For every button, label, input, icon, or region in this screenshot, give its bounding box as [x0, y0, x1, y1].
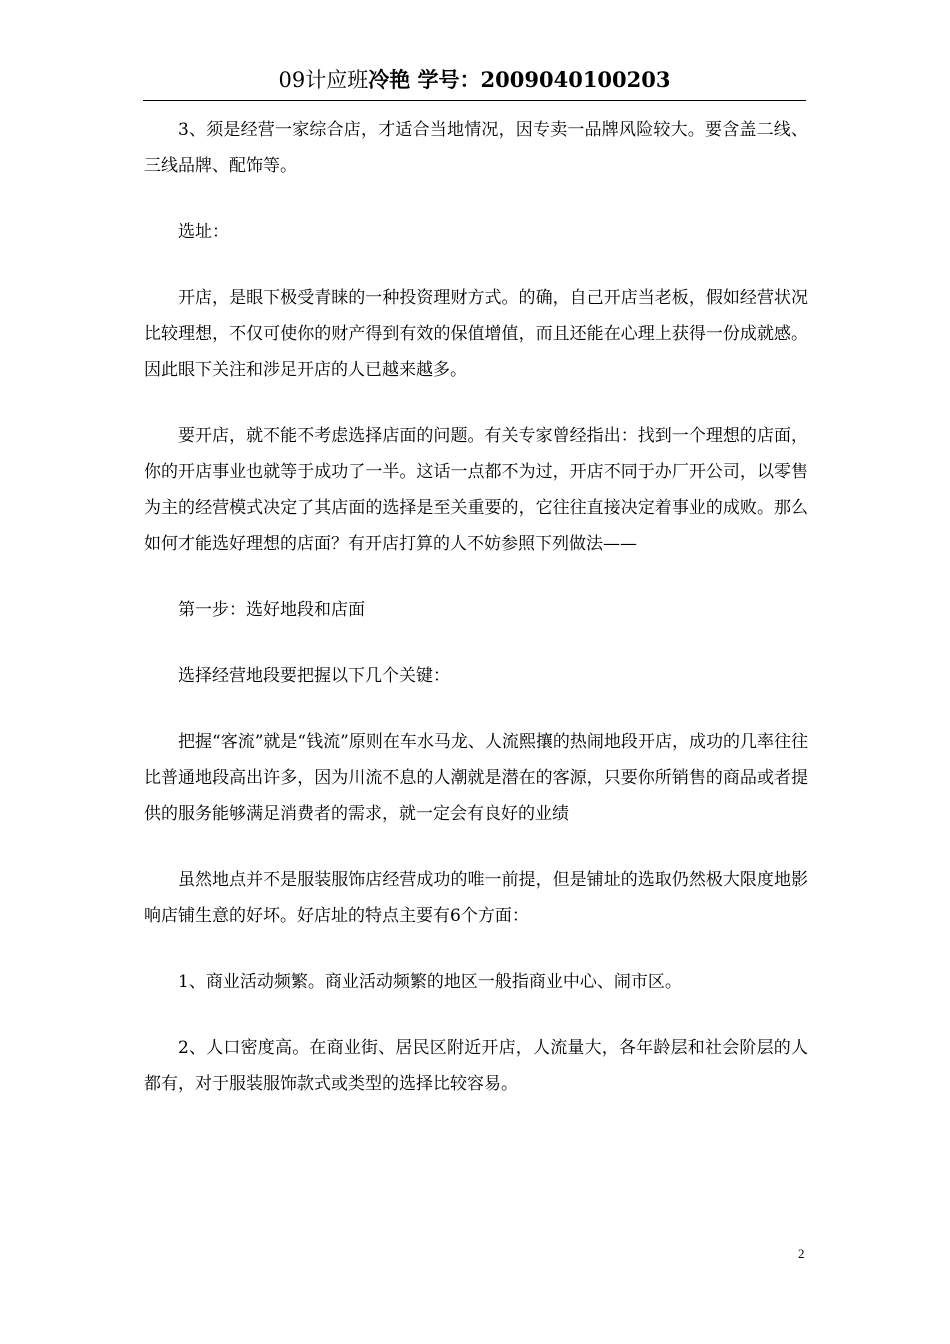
paragraph: 开店，是眼下极受青睐的一种投资理财方式。的确，自己开店当老板，假如经营状况比较理想，不仅可使你的财产得到有效的保值增值，而且还能在心理上获得一份成就感。因此眼下关注和涉足开店的人已越来越多。: [144, 288, 808, 380]
paragraph: 2、人口密度高。在商业街、居民区附近开店，人流量大，各年龄层和社会阶层的人都有，对于服装服饰款式或类型的选择比较容易。: [144, 1038, 808, 1094]
document-body: [144, 112, 808, 1132]
paragraph: 选址：: [178, 222, 229, 242]
page-header: [143, 62, 806, 101]
page-number: 2: [798, 1246, 805, 1261]
paragraph: 1、商业活动频繁。商业活动频繁的地区一般指商业中心、闹市区。: [178, 972, 682, 992]
header-name: 冷艳: [368, 67, 411, 92]
paragraph: 把握“客流”就是“钱流”原则在车水马龙、人流熙攘的热闹地段开店，成功的几率往往比普通地段高出许多，因为川流不息的人潮就是潜在的客源，只要你所销售的商品或者提供的服务能够满足消费者的需求，就一定会有良好的业绩: [144, 732, 808, 824]
paragraph: 要开店，就不能不考虑选择店面的问题。有关专家曾经指出：找到一个理想的店面，你的开店事业也就等于成功了一半。这话一点都不为过，开店不同于办厂开公司，以零售为主的经营模式决定了其店面的选择是至关重要的，它往往直接决定着事业的成败。那么如何才能选好理想的店面？有开店打算的人不妨参照下列做法——: [144, 426, 808, 554]
paragraph: 选择经营地段要把握以下几个关键：: [178, 666, 450, 686]
header-class: 09计应班: [278, 68, 369, 92]
header-id-value: 2009040100203: [480, 67, 671, 92]
paragraph: 虽然地点并不是服装服饰店经营成功的唯一前提，但是铺址的选取仍然极大限度地影响店铺生意的好坏。好店址的特点主要有6个方面：: [144, 870, 808, 926]
paragraph: 3、须是经营一家综合店，才适合当地情况，因专卖一品牌风险较大。要含盖二线、三线品牌、配饰等。: [144, 120, 808, 176]
paragraph: 第一步：选好地段和店面: [178, 600, 365, 620]
header-id-label: 学号：: [417, 67, 481, 92]
